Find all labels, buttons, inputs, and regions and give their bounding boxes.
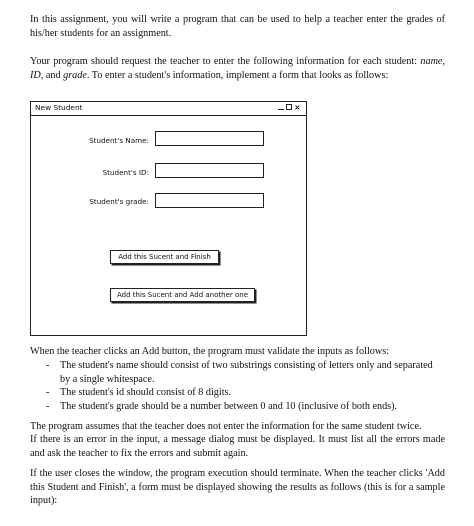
rule-text: The student's id should consist of 8 digits. (60, 387, 232, 398)
student-id-label: Student's ID: (102, 168, 149, 177)
student-name-label: Student's Name: (89, 136, 149, 145)
student-id-input[interactable] (155, 163, 264, 178)
window-title: New Student (35, 103, 83, 112)
add-another-button[interactable]: Add this Sucent and Add another one (110, 288, 255, 302)
list-dash: - (46, 387, 50, 398)
rule-grade (30, 400, 445, 414)
rule-text: The student's name should consist of two substrings consisting of letters only and separated by a single whitespace. (60, 360, 433, 385)
student-grade-label: Student's grade: (89, 197, 149, 206)
rule-name (30, 359, 445, 386)
term-name: name (420, 56, 443, 67)
term-grade: grade (63, 69, 87, 81)
window-titlebar (31, 102, 306, 116)
window-controls (278, 103, 301, 112)
maximize-icon[interactable] (286, 104, 292, 110)
request-comma: , (442, 56, 445, 67)
validation-intro: When the teacher clicks an Add button, the program must validate the inputs as follows: (30, 346, 390, 357)
term-id: ID (30, 69, 41, 81)
intro-paragraph: In this assignment, you will write a program that can be used to help a teacher enter the grades of his/her students for an assignment. (30, 14, 445, 39)
assumption-paragraph: The program assumes that the teacher does not enter the information for the same student twice. (30, 421, 422, 432)
request-text-1: Your program should request the teacher to enter the following information for each student: (30, 56, 421, 67)
close-paragraph: If the user closes the window, the program execution should terminate. When the teacher clicks 'Add this Student and Finish', a form must be displayed showing the results as follows (this is for a sample input): (30, 468, 445, 506)
error-paragraph: If there is an error in the input, a message dialog must be displayed. It must list all the errors made and ask the teacher to fix the errors and submit again. (30, 434, 445, 459)
validation-rules-list (30, 359, 445, 413)
add-and-finish-button[interactable]: Add this Sucent and Finish (110, 250, 219, 264)
rule-text: The student's grade should be a number between 0 and 10 (inclusive of both ends). (60, 400, 398, 412)
student-grade-input[interactable] (155, 193, 264, 208)
list-dash: - (46, 400, 50, 412)
rule-id (30, 386, 445, 400)
request-paragraph (30, 55, 445, 82)
new-student-window-mockup (30, 101, 307, 336)
minimize-icon[interactable] (278, 103, 284, 110)
request-text-2: . To enter a student's information, implement a form that looks as follows: (86, 69, 389, 81)
list-dash: - (46, 360, 50, 371)
close-icon[interactable]: × (294, 103, 301, 112)
request-and: , and (40, 69, 64, 81)
student-name-input[interactable] (155, 131, 264, 146)
